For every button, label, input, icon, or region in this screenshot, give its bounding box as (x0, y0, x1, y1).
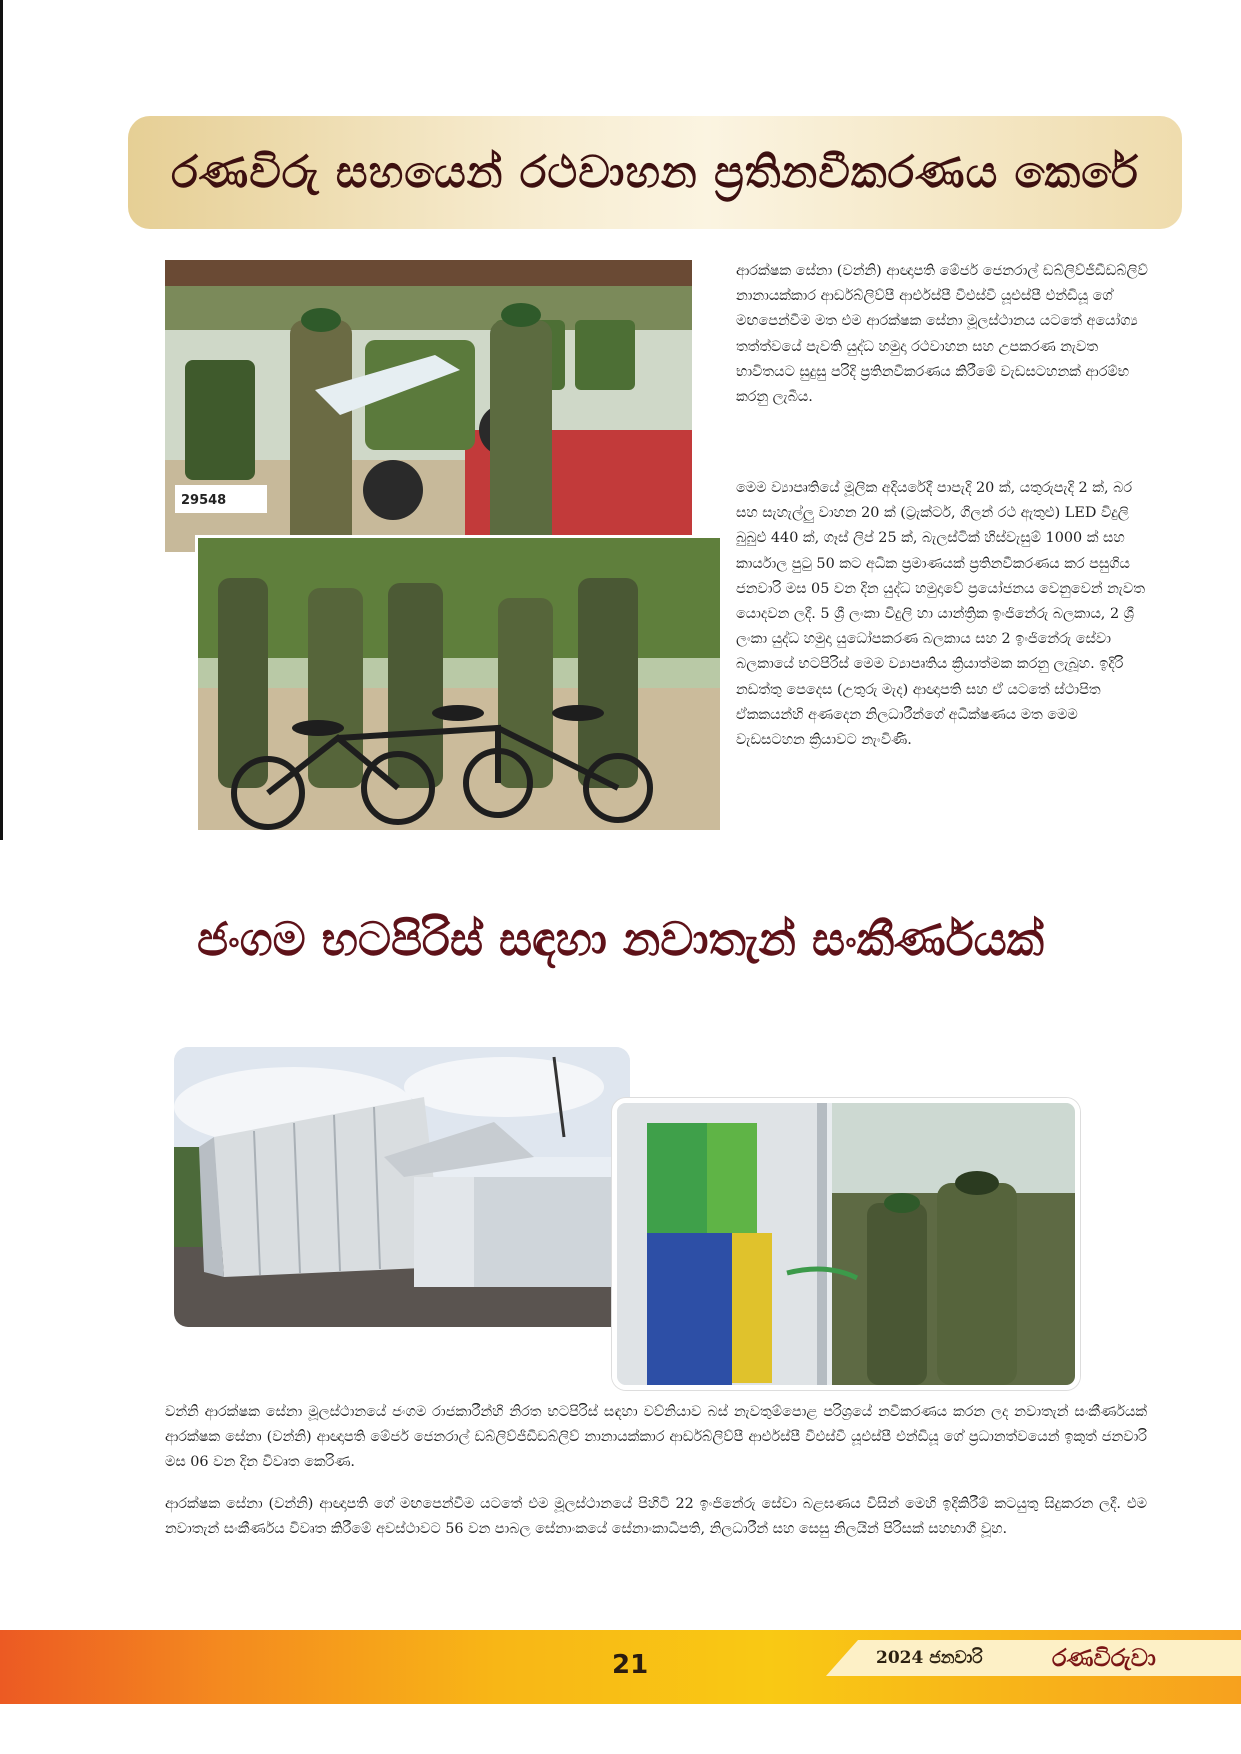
article2-paragraph-1: වන්නි ආරක්ෂක සේනා මූලස්ථානයේ ජංගම රාජකාරීන්හි නිරත භටපිරිස් සඳහා වව්නියාව බස් නැවතුම්පොළ පරිශ්‍රයේ නවීකරණය කරන ලද නවාතැන් සංකීර්ණයක් ආරක්ෂක සේනා (වන්නි) ආඥාපති මේජර් ජෙනරාල් ඩබ්ලිව්ජීඩීඩබ්ලිව් නානායක්කාර ආර්ඩබ්ලිව්පී ආර්එස්පී වීඑස්වී යූඑස්පී එන්ඩියූ ගේ ප්‍රධානත්වයෙන් ඉකුත් ජනවාරි මස 06 වන දින විවෘත කෙරිණ. (165, 1404, 1147, 1471)
magazine-name: රණවිරුවා (1052, 1644, 1156, 1672)
tractor-handover-photo (165, 260, 692, 552)
accommodation-complex-photo (174, 1047, 630, 1327)
article1-title-banner (128, 116, 1182, 229)
issue-date: 2024 ජනවාරි (876, 1648, 983, 1668)
page-edge-rule (0, 0, 3, 840)
article1-paragraph-2: මෙම ව්‍යාපෘතියේ මූලික අදියරේදී පාපැදි 20 ක්, යතුරුපැදි 2 ක්, බර සහ සැහැල්ලු වාහන 20 ක් (ට්‍රැක්ටර්, ගිලන් රථ ඇතුළු) LED විදුලි බුබුළු 440 ක්, ගෑස් ලිප් 25 ක්, බැලස්ටික් හිස්වැසුම් 1000 ක් සහ කාර්යාල පුටු 50 කට අධික ප්‍රමාණයක් ප්‍රතිනවීකරණය කර පසුගිය ජනවාරි මස 05 වන දින යුද්ධ හමුදාවේ ප්‍රයෝජනය වෙනුවෙන් නැවත යොදවන ලදී. 5 ශ්‍රී ලංකා විදුලි හා යාන්ත්‍රික ඉංජිනේරු බලකාය, 2 ශ්‍රී ලංකා යුද්ධ හමුදා යුධෝපකරණ බලකාය සහ 2 ඉංජිනේරු සේවා බලකායේ භටපිරිස් මෙම ව්‍යාපෘතිය ක්‍රියාත්මක කරනු ලැබූහ. ඉදිරි නඩත්තු පෙදෙස (උතුරු මැද) ආඥාපති සහ ඒ යටතේ ස්ථාපිත ඒකකයන්හි අණදෙන නිලධාරීන්ගේ අධීක්ෂණය මත මෙම වැඩසටහන ක්‍රියාවට නැංවිණි. (736, 480, 1145, 749)
plate-text: 29548 (181, 493, 227, 508)
article2-paragraph-2: ආරක්ෂක සේනා (වන්නි) ආඥාපති ගේ මඟපෙන්වීම යටතේ එම මූලස්ථානයේ පිහිටි 22 ඉංජිනේරු සේවා බළඝණය විසින් මෙහි ඉදිකිරීම් කටයුතු සිදුකරන ලදී. එම නවාතැන් සංකීර්ණය විවෘත කිරීමේ අවස්ථාවට 56 වන පාබල සේනාංකයේ සේනාංකාධිපති, නිලධාරීන් සහ සෙසු නිලයින් පිරිසක් සහභාගී වූහ. (165, 1496, 1147, 1538)
opening-ceremony-photo (612, 1098, 1080, 1390)
article2-title: ජංගම භටපිරිස් සඳහා නවාතැන් සංකීර්ණයක් (196, 912, 1045, 966)
article1-paragraph-1: ආරක්ෂක සේනා (වන්නි) ආඥාපති මේජර් ජෙනරාල් ඩබ්ලිව්ජීඩීඩබ්ලිව් නානායක්කාර ආර්ඩබ්ලිව්පී ආර්එස්පී වීඑස්වී යූඑස්පී එන්ඩියූ ගේ මඟපෙන්වීම මත එම ආරක්ෂක සේනා මූලස්ථානය යටතේ අයෝග්‍ය තත්ත්වයේ පැවති යුද්ධ හමුදා රථවාහන සහ උපකරණ නැවත භාවිතයට සුදුසු පරිදි ප්‍රතිනවීකරණය කිරීමේ වැඩසටහනක් ආරම්භ කරනු ලැබීය. (736, 263, 1148, 406)
page-number: 21 (612, 1650, 649, 1680)
bicycle-inspection-photo (195, 535, 723, 833)
page-footer (0, 1630, 1241, 1704)
article1-title: රණවිරු සහයෙන් රථවාහන ප්‍රතිනවීකරණය කෙරේ (171, 147, 1139, 198)
